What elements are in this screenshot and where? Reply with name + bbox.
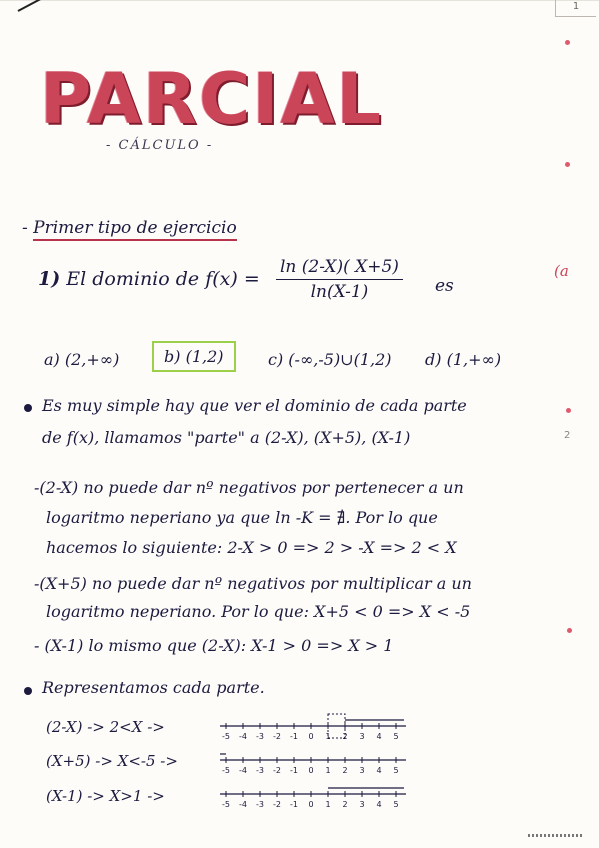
margin-dot <box>565 40 570 45</box>
number-line-label-1: (2-X) -> 2<X -> <box>46 718 165 736</box>
number-line-tick-label: 4 <box>376 800 382 809</box>
option-a: a) (2,+∞) <box>44 350 120 369</box>
block2-line-2: logaritmo neperiano. Por lo que: X+5 < 0 => X < -5 <box>46 602 471 621</box>
number-line-tick-label: 2 <box>342 800 348 809</box>
number-line-tick-label: -3 <box>256 766 264 775</box>
number-line-tick-label: 1 <box>325 800 331 809</box>
option-c: c) (-∞,-5)∪(1,2) <box>268 350 392 369</box>
explanation-line-1: Es muy simple hay que ver el dominio de cada parte <box>42 396 467 415</box>
block1-line-1: -(2-X) no puede dar nº negativos por pertenecer a un <box>34 478 464 497</box>
margin-dot <box>566 408 571 413</box>
number-line-tick-label: -4 <box>239 732 247 741</box>
function-fraction <box>276 257 403 302</box>
page-title: PARCIAL <box>40 58 384 140</box>
option-d: d) (1,+∞) <box>425 350 502 369</box>
section-heading <box>22 218 237 238</box>
section-dash: - <box>22 218 28 238</box>
footer-stamp <box>528 834 584 837</box>
number-line-tick-label: -5 <box>222 732 230 741</box>
number-line-tick-label: -4 <box>239 766 247 775</box>
number-line-tick-label: -1 <box>290 800 298 809</box>
number-line-label-2: (X+5) -> X<-5 -> <box>46 752 178 770</box>
represent-line: Representamos cada parte. <box>42 678 265 697</box>
bullet-point <box>24 687 32 695</box>
block3-line-1: - (X-1) lo mismo que (2-X): X-1 > 0 => X > 1 <box>34 636 394 655</box>
number-line-tick-label: -1 <box>290 732 298 741</box>
number-line-tick-label: 1 <box>325 732 331 741</box>
number-line-label-3: (X-1) -> X>1 -> <box>46 787 165 805</box>
question-number: 1) <box>38 268 61 290</box>
number-line-tick-label: -3 <box>256 732 264 741</box>
section-title: Primer tipo de ejercicio <box>33 218 237 241</box>
margin-dot <box>565 162 570 167</box>
number-line-tick-label: 0 <box>308 766 314 775</box>
number-line-tick-label: -2 <box>273 800 281 809</box>
number-line-tick-label: 3 <box>359 766 365 775</box>
number-line-tick-label: 3 <box>359 732 365 741</box>
question-1 <box>38 268 260 290</box>
corner-slash-mark <box>18 0 56 12</box>
question-suffix: es <box>435 276 454 296</box>
number-line-tick-label: 3 <box>359 800 365 809</box>
explanation-line-2: de f(x), llamamos "parte" a (2-X), (X+5), (X-1) <box>42 428 411 447</box>
number-line-tick-label: -5 <box>222 800 230 809</box>
margin-mark-1: (a <box>554 262 569 280</box>
number-line-tick-label: 2 <box>342 732 348 741</box>
number-line-tick-label: 4 <box>376 766 382 775</box>
page-subtitle: - CÁLCULO - <box>106 138 214 153</box>
number-line-tick-label: 0 <box>308 732 314 741</box>
fraction-numerator: ln (2-X)( X+5) <box>280 257 399 277</box>
number-line-tick-label: 5 <box>393 766 399 775</box>
question-prefix: El dominio de <box>66 268 200 290</box>
number-line-tick-label: 5 <box>393 800 399 809</box>
number-line-tick-label: 1 <box>325 766 331 775</box>
bullet-point <box>24 404 32 412</box>
option-b-correct: b) (1,2) <box>152 341 236 372</box>
fraction-bar <box>276 279 403 280</box>
number-line-tick-label: -1 <box>290 766 298 775</box>
number-line-tick-label: -4 <box>239 800 247 809</box>
page-top-edge <box>0 0 599 1</box>
number-line-tick-label: -2 <box>273 766 281 775</box>
number-line-tick-label: 2 <box>342 766 348 775</box>
number-line-tick-label: 4 <box>376 732 382 741</box>
number-line-tick-label: -2 <box>273 732 281 741</box>
margin-dot <box>567 628 572 633</box>
fraction-denominator: ln(X-1) <box>310 282 369 302</box>
question-function: f(x) = <box>205 268 260 290</box>
margin-mark-2: 2 <box>564 430 571 441</box>
number-line-tick-label: -5 <box>222 766 230 775</box>
block1-line-2: logaritmo neperiano ya que ln -K = ∄. Por lo que <box>46 508 438 527</box>
block2-line-1: -(X+5) no puede dar nº negativos por multiplicar a un <box>34 574 472 593</box>
number-line-tick-label: -3 <box>256 800 264 809</box>
page-number-box <box>555 0 596 17</box>
number-lines-diagram <box>218 712 418 812</box>
number-line-tick-label: 5 <box>393 732 399 741</box>
block1-line-3: hacemos lo siguiente: 2-X > 0 => 2 > -X => 2 < X <box>46 538 457 557</box>
number-line-tick-label: 0 <box>308 800 314 809</box>
page-number: 1 <box>572 1 580 12</box>
